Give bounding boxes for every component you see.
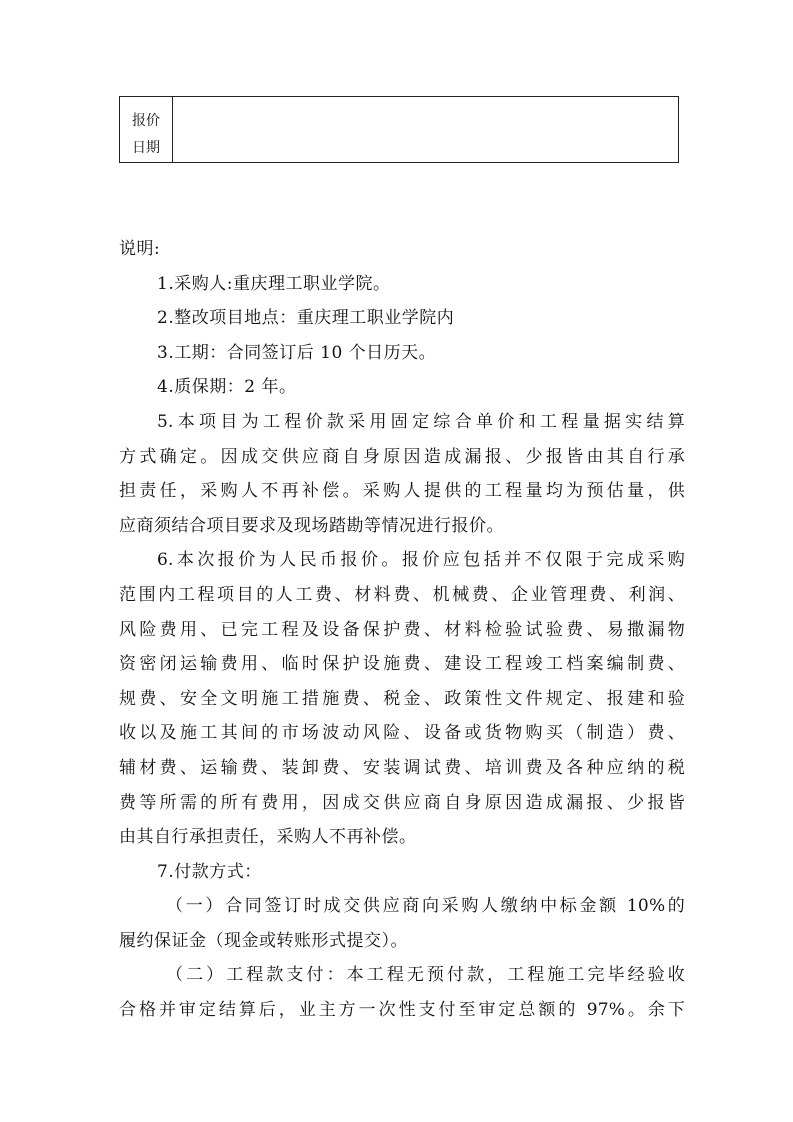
- note-item-6-line: 范围内工程项目的人工费、材料费、机械费、企业管理费、利润、: [119, 584, 685, 605]
- note-item-6-line: 由其自行承担责任，采购人不再补偿。: [119, 827, 417, 848]
- note-item-6-line: 风险费用、已完工程及设备保护费、材料检验试验费、易撒漏物: [119, 619, 685, 640]
- payment-sub-1-line: 履约保证金（现金或转账形式提交）。: [119, 930, 408, 951]
- payment-sub-2-line: 合格并审定结算后，业主方一次性支付至审定总额的 97%。余下: [119, 1000, 685, 1021]
- payment-sub-1-line: （一）合同签订时成交供应商向采购人缴纳中标金额 10%的: [166, 896, 685, 917]
- label-line-2: 日期: [132, 140, 160, 156]
- quote-date-label-cell: [120, 97, 173, 162]
- notes-heading: 说明:: [119, 239, 161, 259]
- note-item-3: 3.工期：合同签订后 10 个日历天。: [157, 342, 437, 363]
- note-item-6-line: 规费、安全文明施工措施费、税金、政策性文件规定、报建和验: [119, 688, 685, 709]
- label-line-1: 报价: [132, 113, 160, 129]
- note-item-6-line: 6.本次报价为人民币报价。报价应包括并不仅限于完成采购: [157, 550, 685, 571]
- note-item-1: 1.采购人:重庆理工职业学院。: [157, 273, 391, 294]
- note-item-6-line: 收以及施工其间的市场波动风险、设备或货物购买（制造）费、: [119, 723, 685, 744]
- note-item-5-line: 应商须结合项目要求及现场踏勘等情况进行报价。: [119, 515, 504, 536]
- quote-date-value-cell: [173, 97, 678, 162]
- note-item-7: 7.付款方式：: [157, 861, 262, 882]
- quote-date-table: [119, 96, 679, 163]
- note-item-5-line: 担责任，采购人不再补偿。采购人提供的工程量均为预估量，供: [119, 481, 685, 502]
- note-item-6-line: 资密闭运输费用、临时保护设施费、建设工程竣工档案编制费、: [119, 654, 685, 675]
- note-item-6-line: 辅材费、运输费、装卸费、安装调试费、培训费及各种应纳的税: [119, 757, 685, 778]
- payment-sub-2-line: （二）工程款支付：本工程无预付款，工程施工完毕经验收: [166, 965, 685, 986]
- note-item-4: 4.质保期：2 年。: [157, 377, 297, 398]
- note-item-2: 2.整改项目地点：重庆理工职业学院内: [157, 308, 455, 329]
- note-item-5-line: 方式确定。因成交供应商自身原因造成漏报、少报皆由其自行承: [119, 446, 685, 467]
- note-item-5-line: 5.本项目为工程价款采用固定综合单价和工程量据实结算: [157, 411, 685, 432]
- note-item-6-line: 费等所需的所有费用，因成交供应商自身原因造成漏报、少报皆: [119, 792, 685, 813]
- notes-section: [119, 232, 685, 1028]
